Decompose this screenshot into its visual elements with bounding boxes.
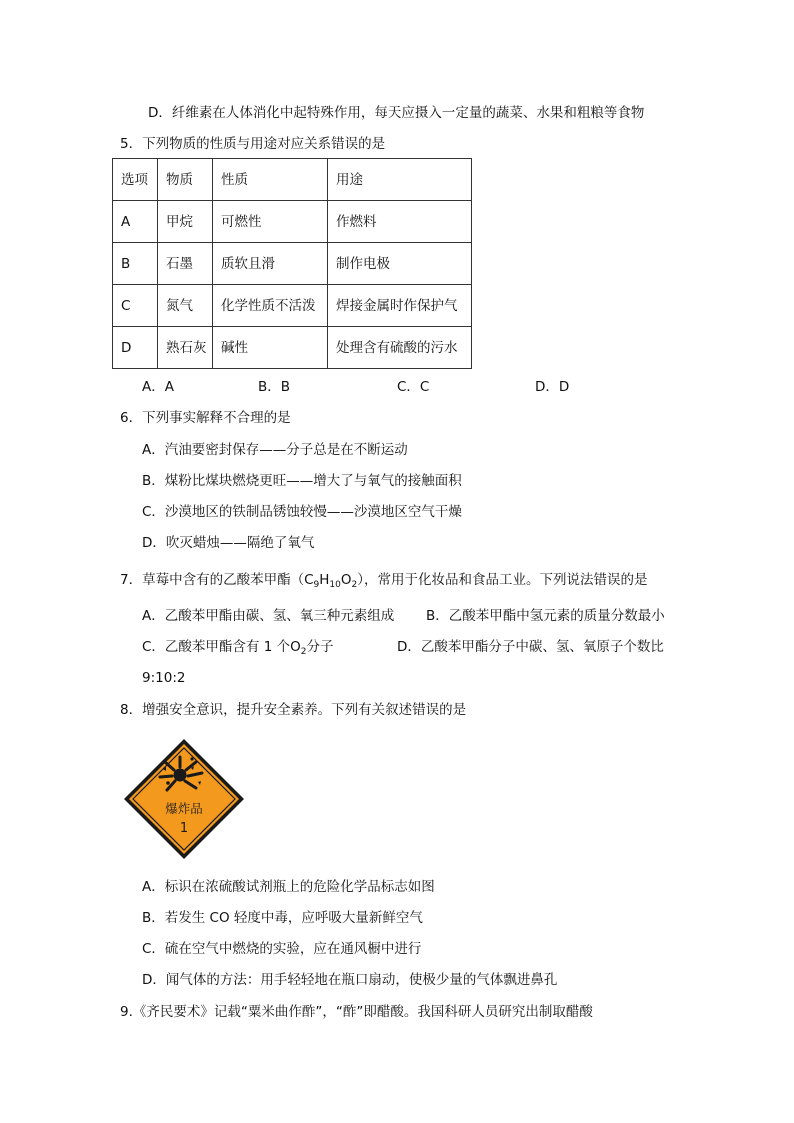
q5-option-c: C．C (397, 379, 430, 395)
chemical-formula: $C_9H_{10}O_2$ (304, 572, 358, 590)
q8-option-b: B．若发生 CO 轻度中毒，应呼吸大量新鲜空气 (142, 910, 423, 926)
table-cell: A (113, 201, 158, 243)
table-cell: 质软且滑 (213, 243, 328, 285)
q8-option-a: A．标识在浓硫酸试剂瓶上的危险化学品标志如图 (142, 879, 435, 895)
table-row (113, 201, 472, 243)
q7-stem-suffix: ），常用于化妆品和食品工业。下列说法错误的是 (357, 572, 648, 588)
q5-stem: 5．下列物质的性质与用途对应关系错误的是 (120, 136, 386, 152)
q7-option-d: D．乙酸苯甲酯分子中碳、氢、氧原子个数比 (397, 639, 664, 655)
table-row (113, 243, 472, 285)
table-row (113, 327, 472, 369)
explosive-hazard-sign (122, 737, 246, 861)
sign-class-number: 1 (179, 821, 189, 836)
table-cell: 化学性质不活泼 (213, 285, 328, 327)
table-cell: 碱性 (213, 327, 328, 369)
q5-table (112, 158, 472, 369)
table-cell: C (113, 285, 158, 327)
table-cell: 可燃性 (213, 201, 328, 243)
table-header-row (113, 159, 472, 201)
q7-stem (120, 571, 648, 589)
sign-label: 爆炸品 (165, 801, 203, 816)
q7-option-d-continued: 9:10:2 (142, 670, 186, 686)
table-cell: 石墨 (158, 243, 213, 285)
table-cell: B (113, 243, 158, 285)
q8-option-c: C．硫在空气中燃烧的实验，应在通风橱中进行 (142, 941, 422, 957)
q6-option-c: C．沙漠地区的铁制品锈蚀较慢——沙漠地区空气干燥 (142, 504, 462, 520)
table-cell: 熟石灰 (158, 327, 213, 369)
oxygen-formula: $O_2$ (290, 639, 307, 657)
sign-orange-fill (129, 744, 239, 854)
q7-option-b: B．乙酸苯甲酯中氢元素的质量分数最小 (426, 608, 665, 624)
q7-option-a: A．乙酸苯甲酯由碳、氢、氧三种元素组成 (142, 608, 395, 624)
q8-option-d: D．闻气体的方法：用手轻轻地在瓶口扇动，使极少量的气体飘进鼻孔 (142, 972, 558, 988)
table-header-cell: 选项 (113, 159, 158, 201)
q9-stem: 9.《齐民要术》记载“粟米曲作酢”，“酢”即醋酸。我国科研人员研究出制取醋酸 (120, 1004, 593, 1020)
q6-option-a: A．汽油要密封保存——分子总是在不断运动 (142, 442, 408, 458)
q7-stem-prefix: 7．草莓中含有的乙酸苯甲酯（ (120, 572, 305, 588)
table-header-cell: 物质 (158, 159, 213, 201)
q6-option-d: D．吹灭蜡烛——隔绝了氧气 (142, 535, 315, 551)
table-cell: 作燃料 (328, 201, 472, 243)
q5-option-a: A．A (142, 379, 174, 395)
q5-option-b: B．B (258, 379, 291, 395)
table-header-cell: 用途 (328, 159, 472, 201)
table-cell: 甲烷 (158, 201, 213, 243)
q7-option-c: C．乙酸苯甲酯含有 1 个$O_2$分子 (142, 639, 334, 657)
q6-option-b: B．煤粉比煤块燃烧更旺——增大了与氧气的接触面积 (142, 473, 462, 489)
q5-option-d: D．D (535, 379, 570, 395)
table-cell: 氮气 (158, 285, 213, 327)
table-row (113, 285, 472, 327)
table-cell: 处理含有硫酸的污水 (328, 327, 472, 369)
q8-stem: 8．增强安全意识，提升安全素养。下列有关叙述错误的是 (120, 702, 467, 718)
table-header-cell: 性质 (213, 159, 328, 201)
table-cell: 制作电极 (328, 243, 472, 285)
table-cell: 焊接金属时作保护气 (328, 285, 472, 327)
q6-stem: 6．下列事实解释不合理的是 (120, 410, 291, 426)
table-cell: D (113, 327, 158, 369)
q4-option-d: D．纤维素在人体消化中起特殊作用，每天应摄入一定量的蔬菜、水果和粗粮等食物 (148, 105, 645, 121)
